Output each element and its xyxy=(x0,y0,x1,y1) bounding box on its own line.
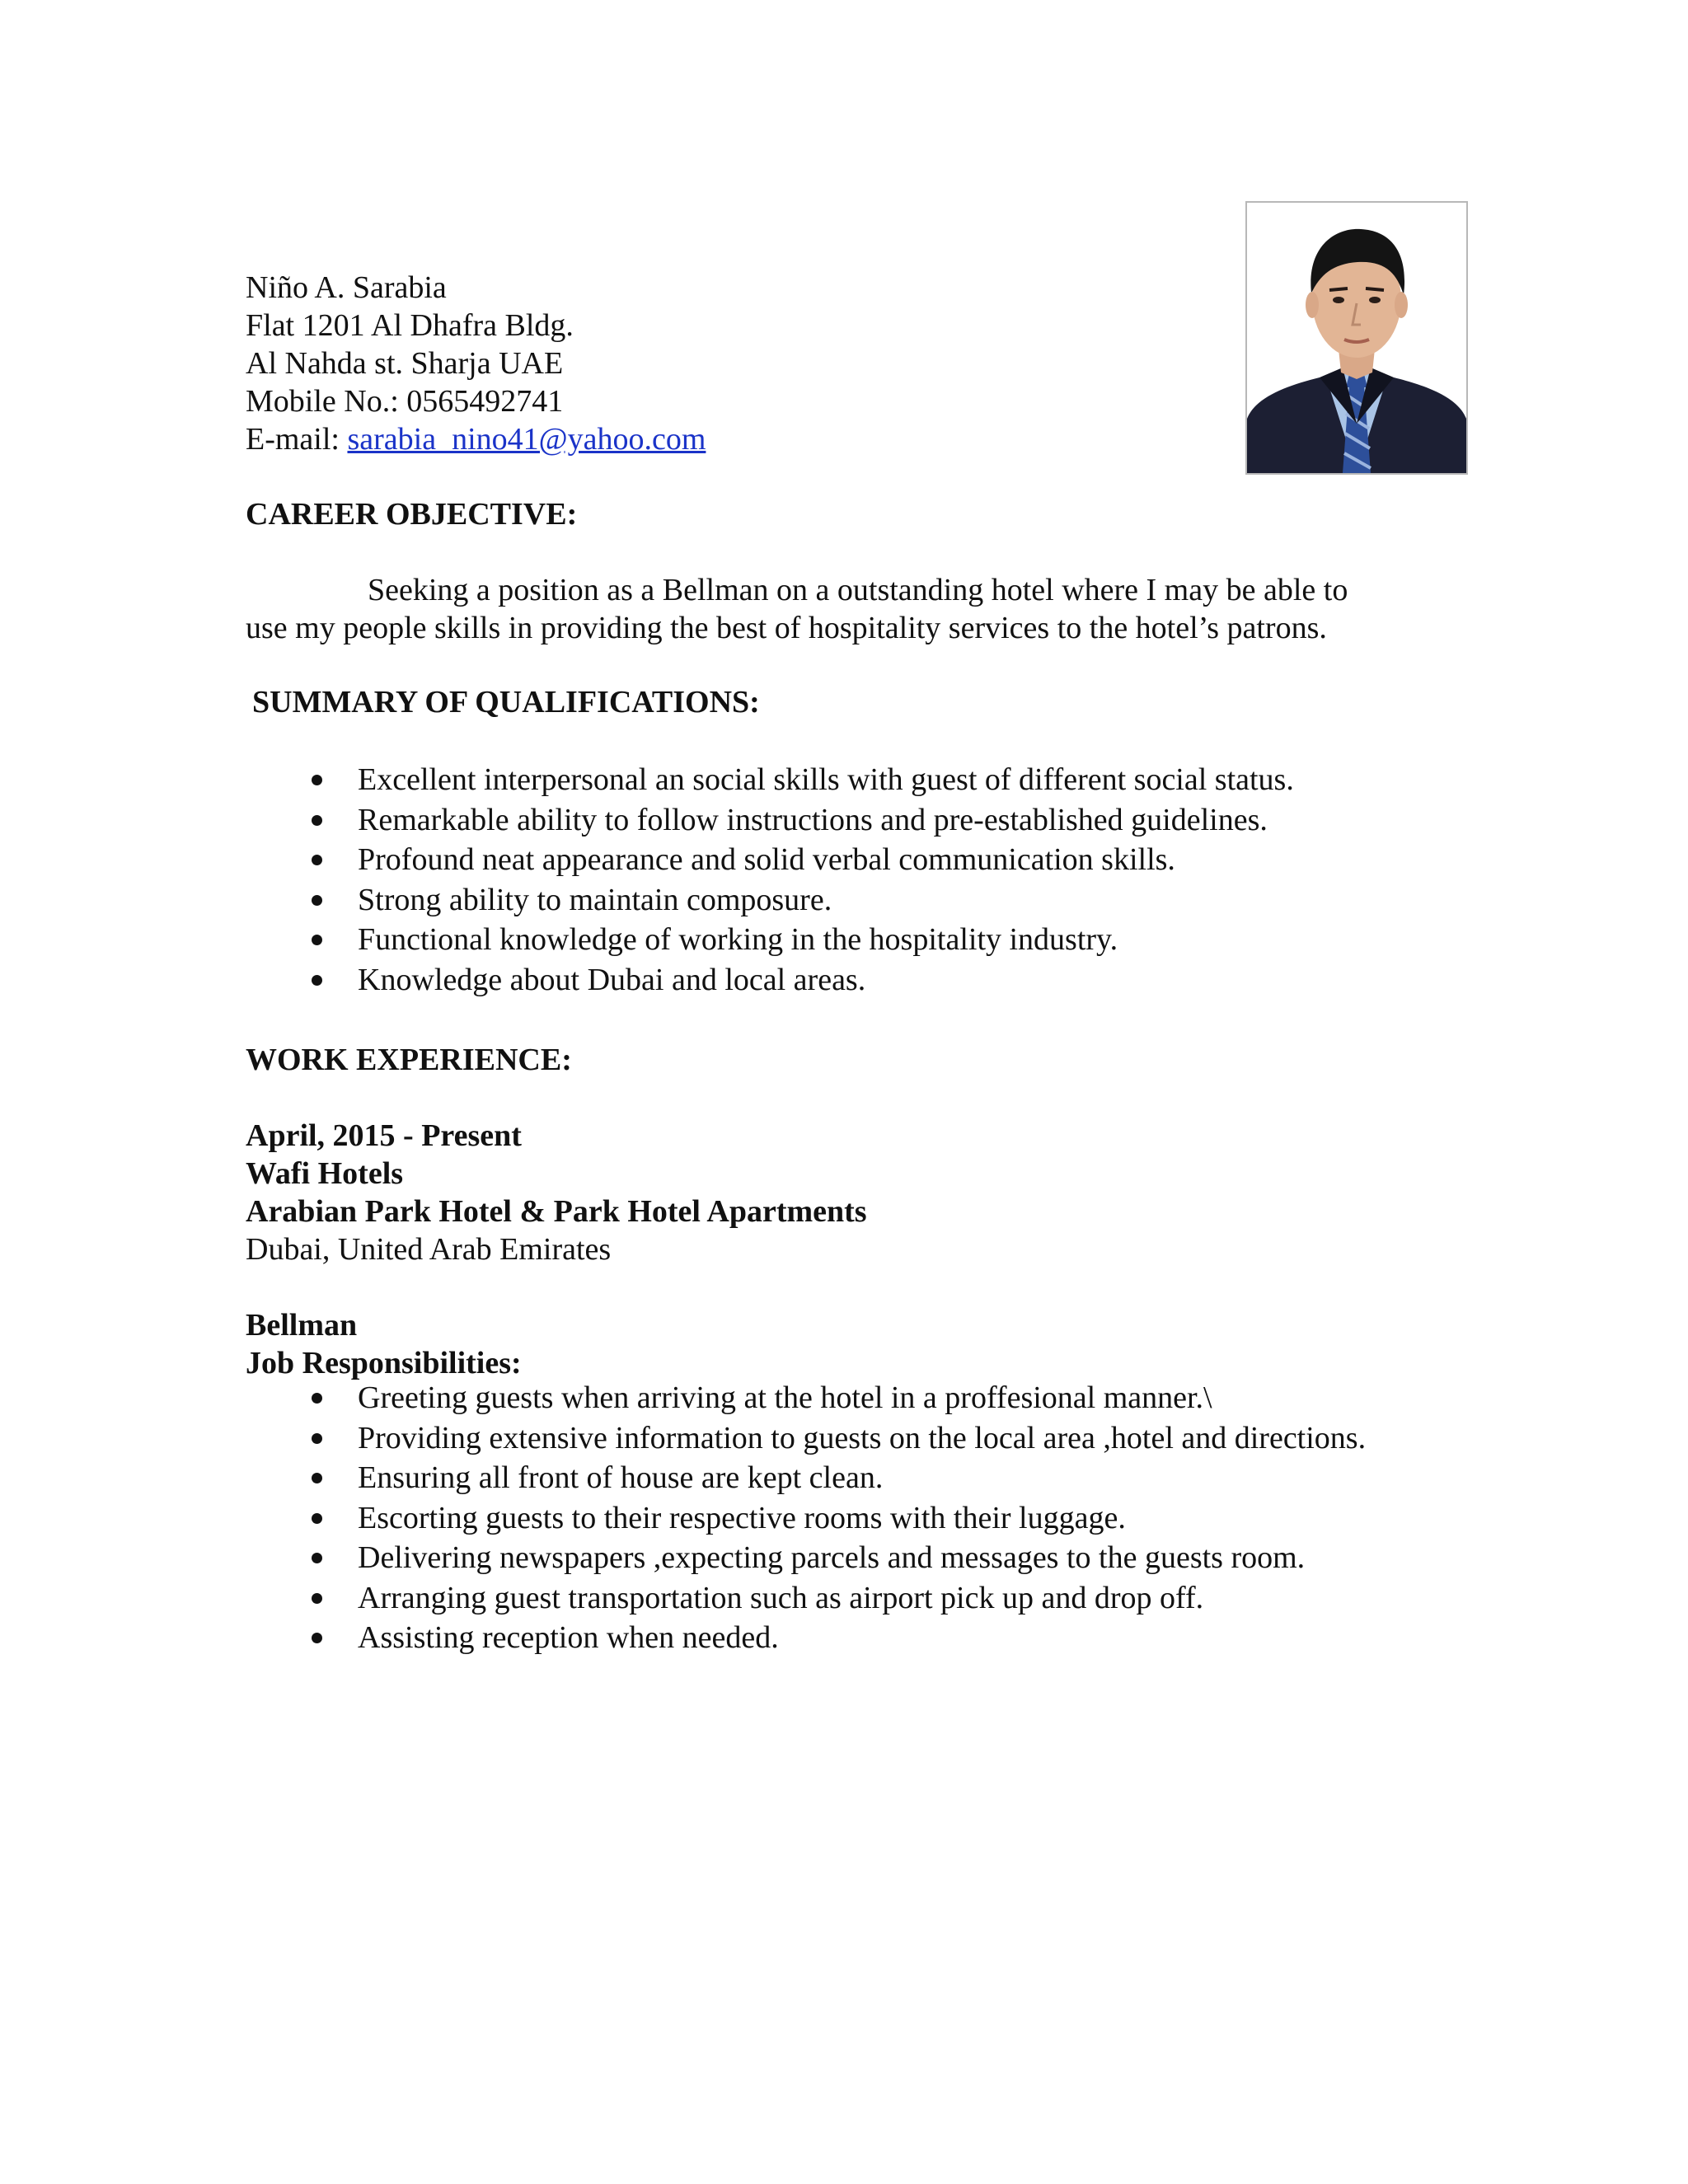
property-name: Arabian Park Hotel & Park Hotel Apartments xyxy=(246,1194,867,1229)
job-entry xyxy=(246,1117,867,1382)
bullet-icon xyxy=(312,895,322,906)
spacer xyxy=(246,1268,867,1306)
address-line-1: Flat 1201 Al Dhafra Bldg. xyxy=(246,308,574,343)
list-item: Greeting guests when arriving at the hotel in a proffesional manner.\ xyxy=(246,1378,1366,1418)
bullet-icon xyxy=(312,1593,322,1604)
responsibilities-list xyxy=(246,1378,1366,1658)
list-item: Arranging guest transportation such as airport pick up and drop off. xyxy=(246,1578,1366,1619)
list-item: Providing extensive information to guests on the local area ,hotel and directions. xyxy=(246,1418,1366,1459)
job-period: April, 2015 - Present xyxy=(246,1118,522,1153)
mobile-number: Mobile No.: 0565492741 xyxy=(246,384,564,419)
email-label: E-mail: xyxy=(246,422,348,457)
list-item: Escorting guests to their respective rooms with their luggage. xyxy=(246,1498,1366,1539)
applicant-photo xyxy=(1245,201,1468,475)
bullet-icon xyxy=(312,975,322,986)
bullet-icon xyxy=(312,1553,322,1563)
bullet-icon xyxy=(312,1393,322,1404)
objective-line-1: Seeking a position as a Bellman on a outstanding hotel where I may be able to xyxy=(368,573,1348,607)
email-row xyxy=(246,420,706,458)
bullet-icon xyxy=(312,855,322,865)
address-line-2: Al Nahda st. Sharja UAE xyxy=(246,346,564,381)
bullet-icon xyxy=(312,1513,322,1524)
applicant-name: Niño A. Sarabia xyxy=(246,270,447,305)
list-item: Excellent interpersonal an social skills with guest of different social status. xyxy=(246,760,1294,800)
list-item: Profound neat appearance and solid verbal communication skills. xyxy=(246,840,1294,880)
bullet-icon xyxy=(312,775,322,785)
bullet-icon xyxy=(312,1433,322,1444)
list-item: Knowledge about Dubai and local areas. xyxy=(246,960,1294,1001)
job-position: Bellman xyxy=(246,1308,358,1343)
bullet-icon xyxy=(312,935,322,945)
job-location: Dubai, United Arab Emirates xyxy=(246,1232,612,1267)
list-item: Functional knowledge of working in the hospitality industry. xyxy=(246,920,1294,960)
email-link[interactable]: sarabia_nino41@yahoo.com xyxy=(347,422,706,457)
bullet-icon xyxy=(312,1473,322,1483)
contact-block xyxy=(246,269,706,458)
qualifications-list xyxy=(246,760,1294,1000)
list-item: Assisting reception when needed. xyxy=(246,1618,1366,1658)
career-objective-text xyxy=(246,571,1391,647)
list-item: Strong ability to maintain composure. xyxy=(246,880,1294,921)
objective-line-2: use my people skills in providing the best of hospitality services to the hotel’s patrons. xyxy=(246,611,1327,645)
list-item: Delivering newspapers ,expecting parcels and messages to the guests room. xyxy=(246,1538,1366,1578)
company-name: Wafi Hotels xyxy=(246,1156,404,1191)
career-objective-heading: CAREER OBJECTIVE: xyxy=(246,497,578,532)
qualifications-heading: SUMMARY OF QUALIFICATIONS: xyxy=(252,685,760,719)
bullet-icon xyxy=(312,815,322,826)
list-item: Ensuring all front of house are kept clean. xyxy=(246,1458,1366,1498)
bullet-icon xyxy=(312,1633,322,1643)
responsibilities-heading: Job Responsibilities: xyxy=(246,1346,522,1380)
work-experience-heading: WORK EXPERIENCE: xyxy=(246,1043,572,1077)
list-item: Remarkable ability to follow instructions and pre-established guidelines. xyxy=(246,800,1294,841)
